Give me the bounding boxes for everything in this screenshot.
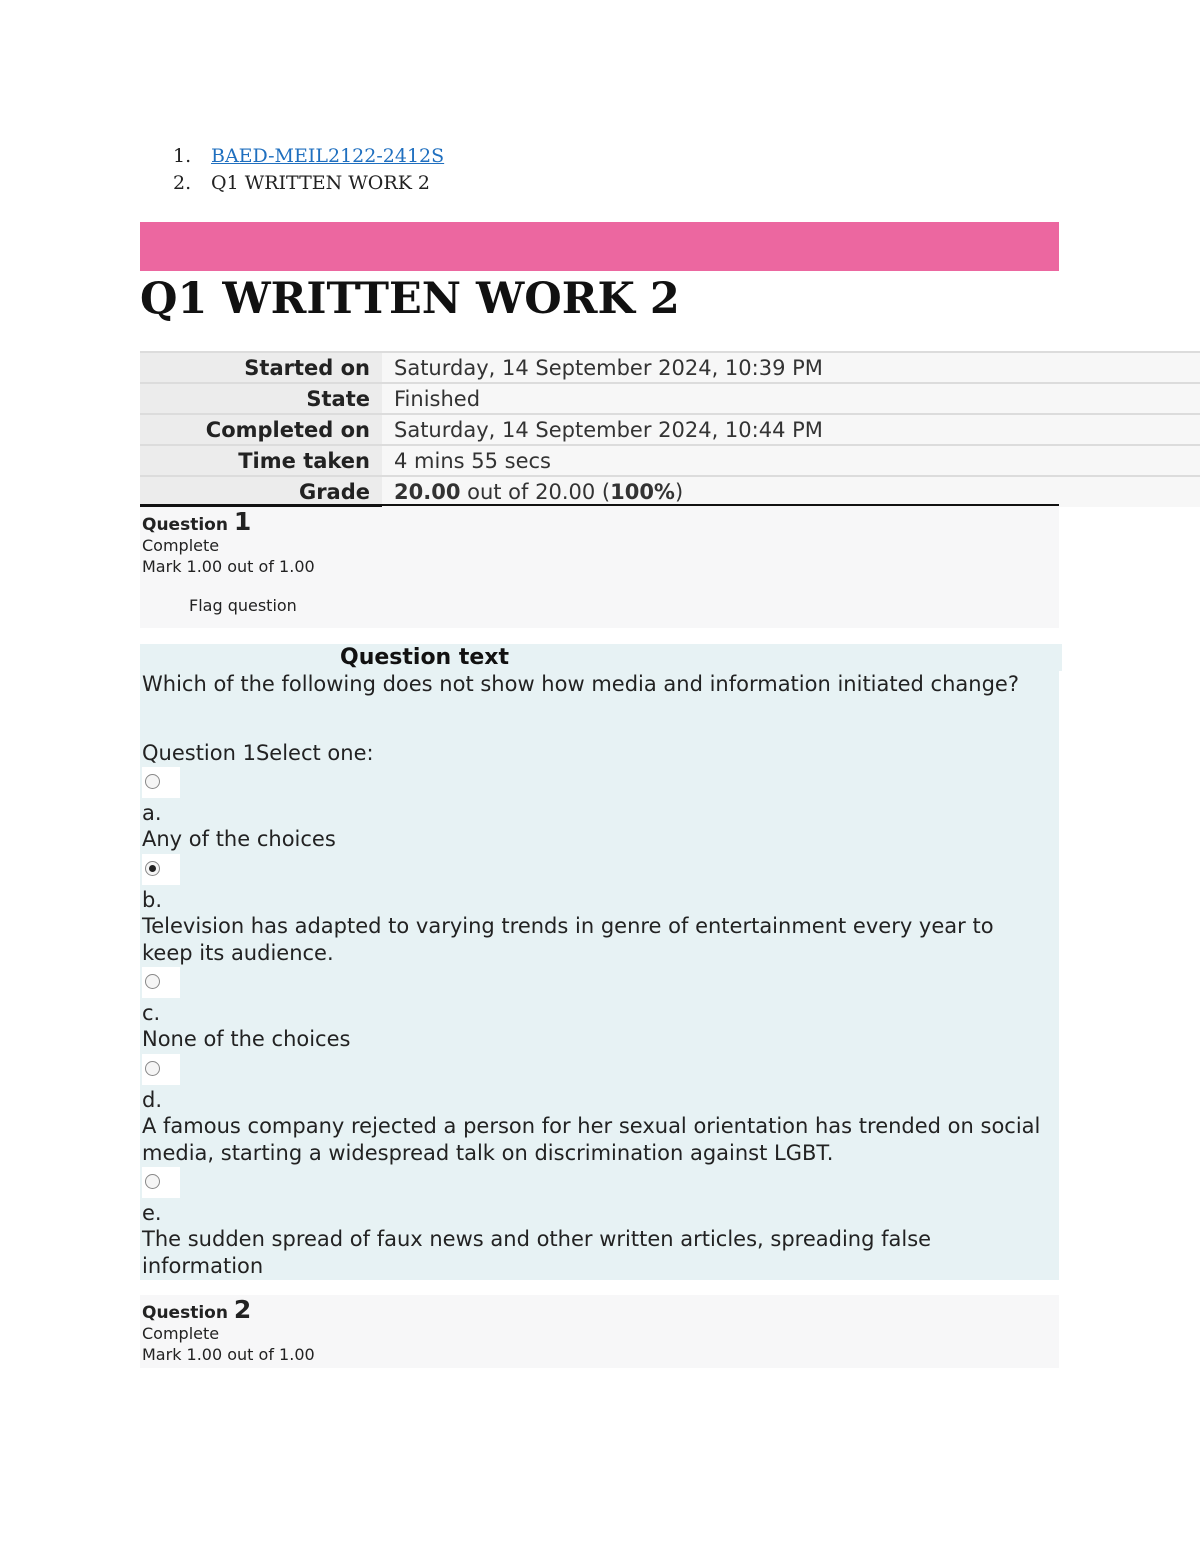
breadcrumb-item-current (173, 170, 444, 197)
option-b-radio-box[interactable] (142, 854, 180, 885)
radio-button-e[interactable] (145, 1174, 160, 1189)
summary-label: Completed on (140, 414, 382, 445)
question-heading (140, 1295, 1059, 1323)
summary-row-started (140, 352, 1200, 383)
radio-button-d[interactable] (145, 1061, 160, 1076)
option-a-radio-box[interactable] (142, 767, 180, 798)
summary-divider (140, 504, 1059, 506)
question-text-heading: Question text (340, 645, 510, 670)
question-mark: Mark 1.00 out of 1.00 (142, 1345, 315, 1364)
option-letter: e. (142, 1201, 162, 1225)
option-text[interactable]: None of the choices (142, 1027, 351, 1051)
question-heading (140, 507, 1059, 535)
summary-value: Saturday, 14 September 2024, 10:39 PM (382, 352, 1200, 383)
select-one-prompt: Question 1Select one: (142, 741, 374, 765)
summary-label: State (140, 383, 382, 414)
grade-value (382, 476, 1200, 507)
option-e-radio-box[interactable] (142, 1167, 180, 1198)
question-text: Which of the following does not show how media and information initiated change? (142, 672, 1019, 696)
grade-score: 20.00 (394, 480, 461, 504)
summary-row-completed (140, 414, 1200, 445)
option-letter: d. (142, 1088, 163, 1112)
grade-out-of: out of 20.00 ( (460, 480, 611, 504)
option-d-radio-box[interactable] (142, 1054, 180, 1085)
radio-button-a[interactable] (145, 774, 160, 789)
option-letter: b. (142, 888, 163, 912)
breadcrumb-link-course[interactable]: BAED-MEIL2122-2412S (211, 145, 445, 167)
question-info-1 (140, 507, 1059, 628)
summary-value: 4 mins 55 secs (382, 445, 1200, 476)
summary-row-state (140, 383, 1200, 414)
question-number: 1 (233, 507, 252, 536)
attempt-summary-table (140, 351, 1200, 508)
question-mark: Mark 1.00 out of 1.00 (142, 557, 315, 576)
page-title: Q1 WRITTEN WORK 2 (140, 274, 680, 324)
question-info-2 (140, 1295, 1059, 1368)
grade-percent: 100% (610, 480, 675, 504)
option-letter: a. (142, 801, 162, 825)
option-letter: c. (142, 1001, 161, 1025)
breadcrumb-current-page: Q1 WRITTEN WORK 2 (211, 172, 431, 194)
question-status: Complete (142, 536, 220, 555)
header-banner (140, 222, 1059, 271)
option-text[interactable]: Any of the choices (142, 827, 336, 851)
summary-value: Finished (382, 383, 1200, 414)
breadcrumb-number: 2. (173, 172, 192, 194)
heading-background (1059, 644, 1062, 671)
option-text[interactable]: Television has adapted to varying trends in genre of entertainment every year to keep its audience. (142, 914, 994, 965)
breadcrumb-number: 1. (173, 145, 192, 167)
option-text[interactable]: The sudden spread of faux news and other written articles, spreading false information (142, 1227, 932, 1278)
question-number: 2 (233, 1295, 252, 1324)
option-c-radio-box[interactable] (142, 967, 180, 998)
flag-question-link[interactable]: Flag question (189, 596, 297, 615)
option-text[interactable]: A famous company rejected a person for her sexual orientation has trended on social media, starting a widespread talk on discrimination against LGBT. (142, 1114, 1041, 1165)
breadcrumb-item-course (173, 143, 444, 170)
question-label: Question (142, 515, 228, 535)
summary-label: Started on (140, 352, 382, 383)
breadcrumb (173, 143, 444, 197)
summary-row-grade (140, 476, 1200, 507)
summary-label: Grade (140, 476, 382, 507)
grade-close: ) (674, 480, 684, 504)
question-content-1 (140, 644, 1059, 1280)
summary-value: Saturday, 14 September 2024, 10:44 PM (382, 414, 1200, 445)
summary-row-time-taken (140, 445, 1200, 476)
question-label: Question (142, 1303, 228, 1323)
summary-label: Time taken (140, 445, 382, 476)
radio-button-c[interactable] (145, 974, 160, 989)
radio-button-b-selected[interactable] (145, 861, 160, 876)
question-status: Complete (142, 1324, 220, 1343)
